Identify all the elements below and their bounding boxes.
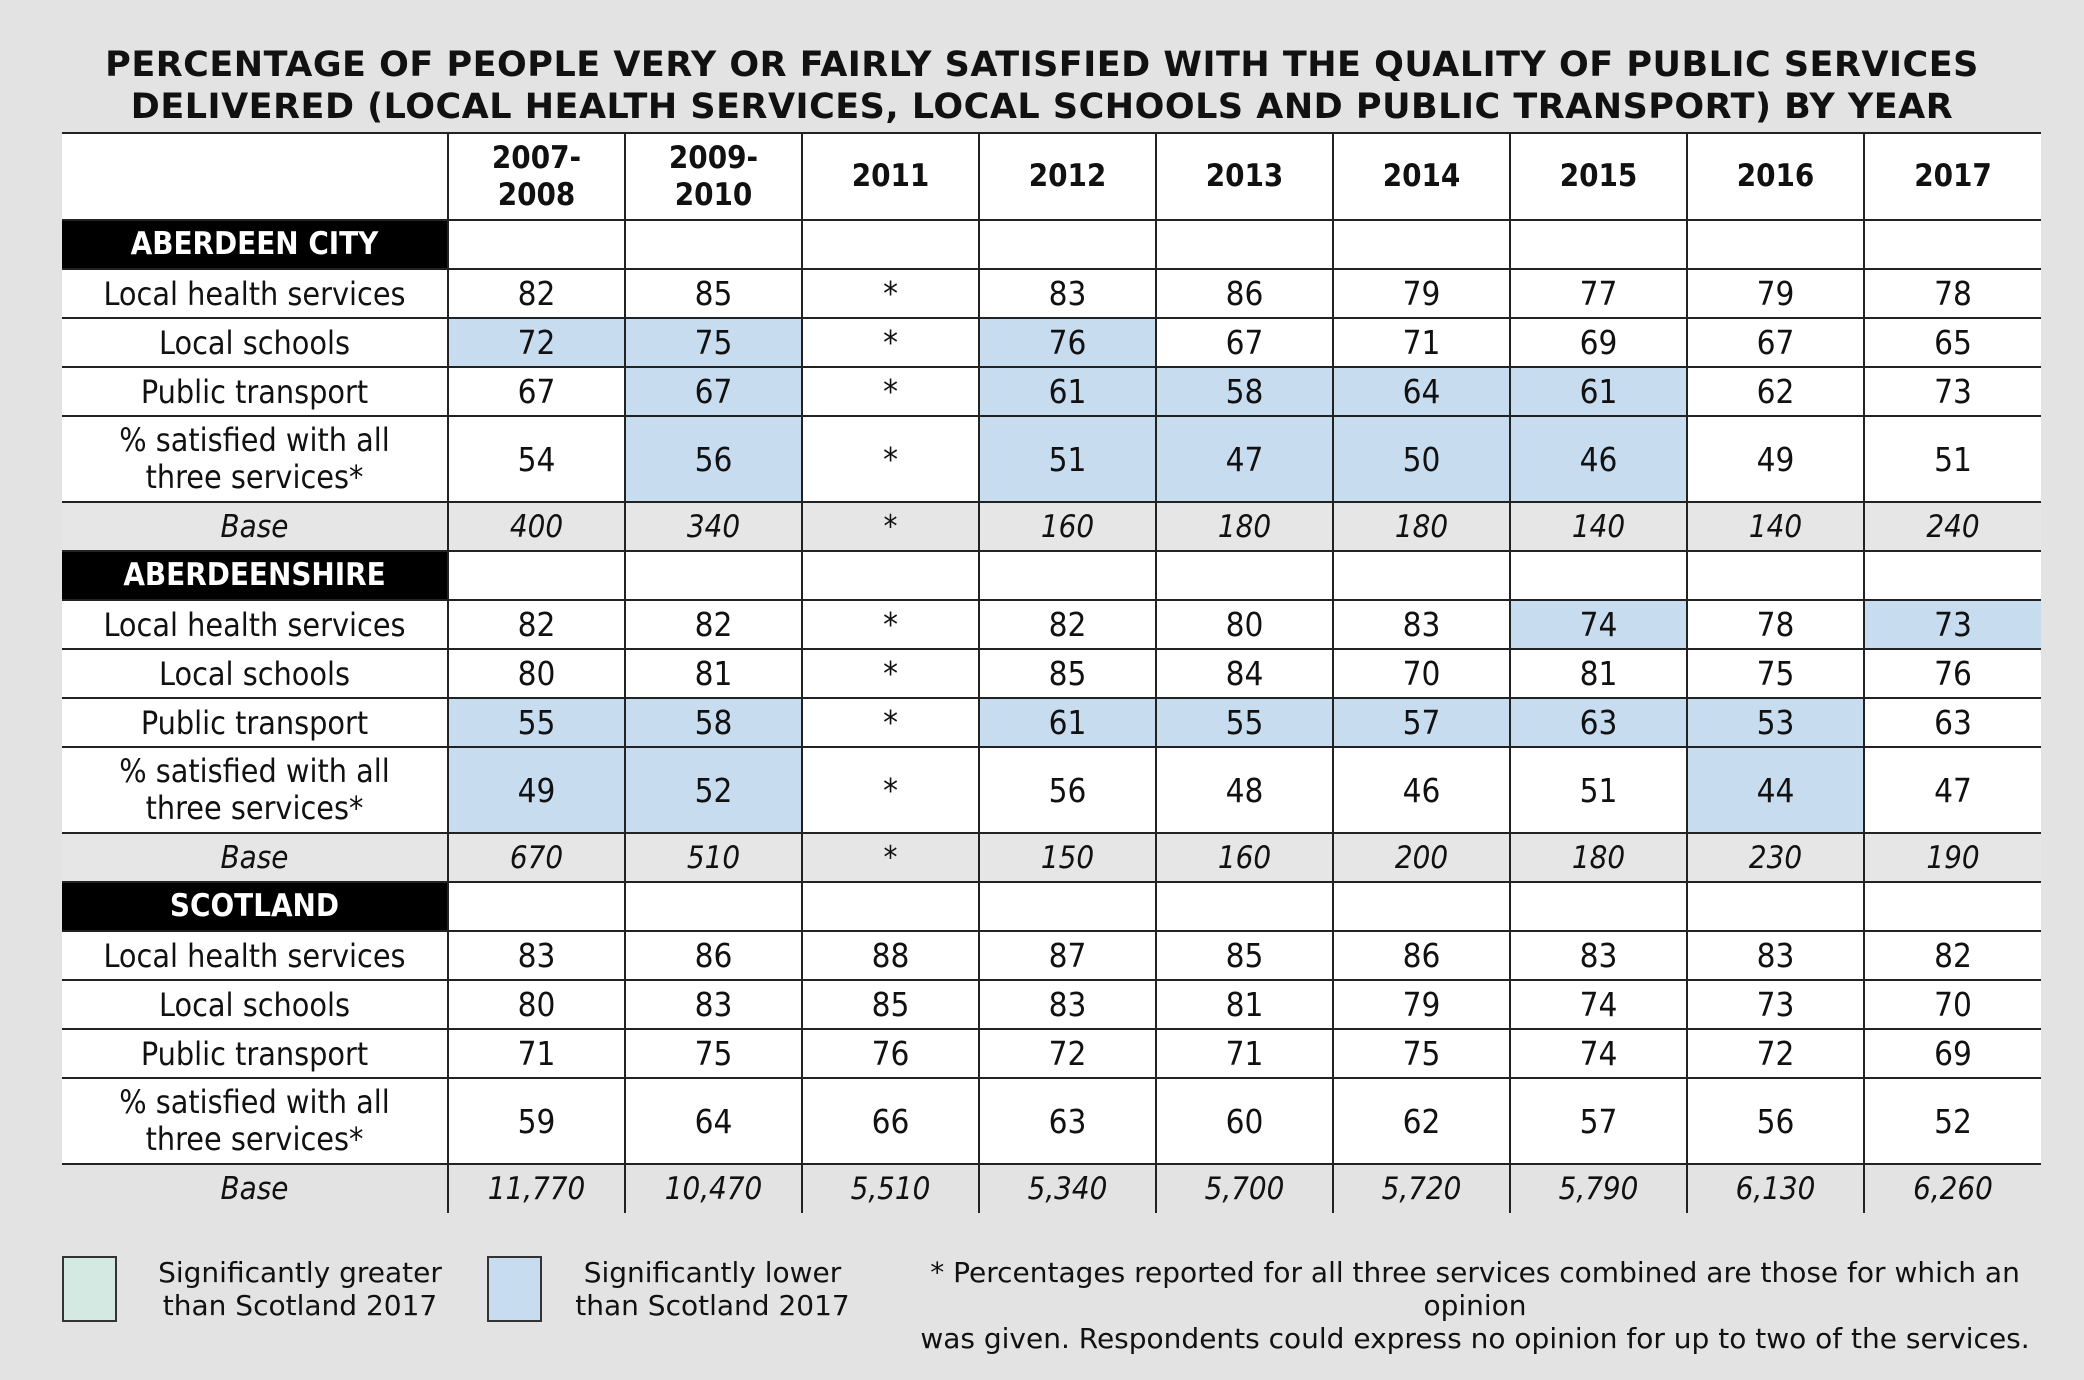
empty-cell [448, 882, 625, 931]
table-cell: 76 [1864, 649, 2041, 698]
empty-cell [1333, 220, 1510, 269]
footnote [900, 1256, 2050, 1355]
empty-cell [1687, 882, 1864, 931]
empty-cell [1864, 882, 2041, 931]
empty-cell [625, 551, 802, 600]
table-cell: 67 [448, 367, 625, 416]
base-cell: 140 [1510, 502, 1687, 551]
table-cell: * [802, 269, 979, 318]
row-label: Local health services [62, 269, 448, 318]
table-cell: 85 [1156, 931, 1333, 980]
header-row [62, 133, 2041, 220]
empty-cell [1864, 220, 2041, 269]
empty-cell [1510, 882, 1687, 931]
table-cell: 72 [979, 1029, 1156, 1078]
base-cell: 180 [1510, 833, 1687, 882]
row-label: Local health services [62, 600, 448, 649]
section-row [62, 551, 2041, 600]
base-cell: 180 [1333, 502, 1510, 551]
row-label: % satisfied with all three services* [62, 416, 448, 502]
column-header: 2012 [979, 133, 1156, 220]
table-cell: 63 [1864, 698, 2041, 747]
column-header: 2007- 2008 [448, 133, 625, 220]
table-cell: 69 [1864, 1029, 2041, 1078]
column-header: 2017 [1864, 133, 2041, 220]
base-cell: * [802, 502, 979, 551]
table-row [62, 698, 2041, 747]
empty-cell [802, 220, 979, 269]
empty-cell [802, 551, 979, 600]
base-cell: 150 [979, 833, 1156, 882]
table-cell: 75 [625, 1029, 802, 1078]
table-cell: 56 [979, 747, 1156, 833]
table-cell: 78 [1864, 269, 2041, 318]
table-cell: 70 [1333, 649, 1510, 698]
table-cell: 82 [979, 600, 1156, 649]
table-cell: 76 [802, 1029, 979, 1078]
table-cell: 85 [625, 269, 802, 318]
column-header: 2009- 2010 [625, 133, 802, 220]
table-cell: 81 [1510, 649, 1687, 698]
base-cell: 340 [625, 502, 802, 551]
table-cell: 56 [625, 416, 802, 502]
table-cell: 77 [1510, 269, 1687, 318]
table-cell: 66 [802, 1078, 979, 1164]
table-cell: 67 [625, 367, 802, 416]
table-cell: 87 [979, 931, 1156, 980]
table-cell: * [802, 600, 979, 649]
base-cell: 5,790 [1510, 1164, 1687, 1213]
table-cell: 84 [1156, 649, 1333, 698]
base-cell: 230 [1687, 833, 1864, 882]
base-cell: 160 [979, 502, 1156, 551]
table-cell: 75 [1687, 649, 1864, 698]
footnote-line2: was given. Respondents could express no opinion for up to two of the services. [920, 1322, 2030, 1355]
table-cell: 83 [1687, 931, 1864, 980]
table-cell: 73 [1687, 980, 1864, 1029]
table-cell: * [802, 416, 979, 502]
table-cell: 72 [448, 318, 625, 367]
table-cell: 74 [1510, 980, 1687, 1029]
table-cell: 88 [802, 931, 979, 980]
footnote-line1: * Percentages reported for all three services combined are those for which an opinion [930, 1256, 2020, 1322]
table-row [62, 416, 2041, 502]
base-row [62, 1164, 2041, 1213]
section-row [62, 882, 2041, 931]
table-cell: 76 [979, 318, 1156, 367]
row-label: Public transport [62, 367, 448, 416]
section-label: ABERDEEN CITY [62, 221, 447, 268]
base-label: Base [62, 833, 448, 882]
base-cell: 6,260 [1864, 1164, 2041, 1213]
table-row [62, 747, 2041, 833]
table-cell: 83 [979, 269, 1156, 318]
table-cell: 83 [625, 980, 802, 1029]
base-label: Base [62, 502, 448, 551]
base-cell: 6,130 [1687, 1164, 1864, 1213]
row-label: % satisfied with all three services* [62, 747, 448, 833]
empty-cell [1510, 551, 1687, 600]
table-cell: 86 [1156, 269, 1333, 318]
table-cell: 51 [1864, 416, 2041, 502]
table-cell: 82 [625, 600, 802, 649]
table-cell: 65 [1864, 318, 2041, 367]
table-row [62, 367, 2041, 416]
table-cell: 73 [1864, 367, 2041, 416]
table-cell: 49 [1687, 416, 1864, 502]
empty-cell [979, 882, 1156, 931]
column-header: 2015 [1510, 133, 1687, 220]
empty-cell [448, 220, 625, 269]
table-cell: 55 [1156, 698, 1333, 747]
table-cell: 59 [448, 1078, 625, 1164]
table-cell: 61 [979, 367, 1156, 416]
legend-label-higher: Significantly greater than Scotland 2017 [158, 1256, 442, 1322]
table-cell: 46 [1510, 416, 1687, 502]
table-cell: 78 [1687, 600, 1864, 649]
section-label-cell [62, 220, 448, 269]
empty-cell [625, 220, 802, 269]
column-header: 2011 [802, 133, 979, 220]
table-cell: 54 [448, 416, 625, 502]
table-row [62, 318, 2041, 367]
table-cell: 71 [1156, 1029, 1333, 1078]
table-cell: 51 [979, 416, 1156, 502]
table-cell: 51 [1510, 747, 1687, 833]
base-cell: 400 [448, 502, 625, 551]
table-cell: 47 [1156, 416, 1333, 502]
base-cell: 190 [1864, 833, 2041, 882]
base-cell: 5,340 [979, 1164, 1156, 1213]
table-row [62, 269, 2041, 318]
table-cell: 60 [1156, 1078, 1333, 1164]
base-cell: 5,700 [1156, 1164, 1333, 1213]
empty-cell [1156, 220, 1333, 269]
base-cell: 11,770 [448, 1164, 625, 1213]
table-cell: 81 [1156, 980, 1333, 1029]
table-cell: 64 [1333, 367, 1510, 416]
table-cell: 57 [1333, 698, 1510, 747]
table-row [62, 600, 2041, 649]
table-row [62, 980, 2041, 1029]
table-cell: 56 [1687, 1078, 1864, 1164]
empty-cell [979, 220, 1156, 269]
empty-cell [1333, 551, 1510, 600]
table-cell: * [802, 747, 979, 833]
base-cell: 670 [448, 833, 625, 882]
base-row [62, 833, 2041, 882]
table-cell: 67 [1687, 318, 1864, 367]
base-cell: 5,510 [802, 1164, 979, 1213]
table-cell: 53 [1687, 698, 1864, 747]
table-cell: 86 [1333, 931, 1510, 980]
empty-cell [1864, 551, 2041, 600]
base-cell: 180 [1156, 502, 1333, 551]
table-cell: 46 [1333, 747, 1510, 833]
base-cell: 510 [625, 833, 802, 882]
table-cell: 74 [1510, 1029, 1687, 1078]
table-cell: 52 [1864, 1078, 2041, 1164]
table-cell: 83 [448, 931, 625, 980]
row-label: Local schools [62, 980, 448, 1029]
table-cell: 67 [1156, 318, 1333, 367]
section-label-cell [62, 551, 448, 600]
column-header: 2016 [1687, 133, 1864, 220]
table-cell: * [802, 367, 979, 416]
table-cell: 79 [1687, 269, 1864, 318]
table-cell: 58 [1156, 367, 1333, 416]
section-label: SCOTLAND [62, 883, 447, 930]
table-cell: 62 [1333, 1078, 1510, 1164]
row-label: Local schools [62, 318, 448, 367]
base-cell: 5,720 [1333, 1164, 1510, 1213]
table-cell: 64 [625, 1078, 802, 1164]
table-cell: 80 [448, 980, 625, 1029]
table-cell: 81 [625, 649, 802, 698]
row-label: % satisfied with all three services* [62, 1078, 448, 1164]
table-cell: 63 [979, 1078, 1156, 1164]
table-cell: 85 [802, 980, 979, 1029]
base-cell: * [802, 833, 979, 882]
table-cell: 74 [1510, 600, 1687, 649]
base-cell: 200 [1333, 833, 1510, 882]
column-header: 2013 [1156, 133, 1333, 220]
table-cell: 82 [1864, 931, 2041, 980]
satisfaction-table [62, 132, 2041, 1213]
chart-title-line2: DELIVERED (LOCAL HEALTH SERVICES, LOCAL SCHOOLS AND PUBLIC TRANSPORT) BY YEAR [130, 87, 1954, 127]
empty-cell [1687, 220, 1864, 269]
table-cell: 80 [1156, 600, 1333, 649]
table-cell: 47 [1864, 747, 2041, 833]
table-cell: 52 [625, 747, 802, 833]
table-cell: 48 [1156, 747, 1333, 833]
table-cell: 75 [625, 318, 802, 367]
table-cell: 61 [1510, 367, 1687, 416]
column-header: 2014 [1333, 133, 1510, 220]
table-cell: 44 [1687, 747, 1864, 833]
row-label: Local health services [62, 931, 448, 980]
legend-label-lower: Significantly lower than Scotland 2017 [575, 1256, 850, 1322]
chart-title [0, 44, 2084, 128]
row-label: Public transport [62, 698, 448, 747]
table-cell: 49 [448, 747, 625, 833]
table-row [62, 931, 2041, 980]
table-cell: 75 [1333, 1029, 1510, 1078]
table-cell: 55 [448, 698, 625, 747]
empty-cell [979, 551, 1156, 600]
table-cell: 73 [1864, 600, 2041, 649]
empty-cell [1510, 220, 1687, 269]
table-cell: 79 [1333, 980, 1510, 1029]
legend-swatch-higher [62, 1256, 117, 1322]
base-cell: 240 [1864, 502, 2041, 551]
base-label: Base [62, 1164, 448, 1213]
table-cell: 57 [1510, 1078, 1687, 1164]
table-cell: 61 [979, 698, 1156, 747]
table-cell: * [802, 318, 979, 367]
table-cell: 62 [1687, 367, 1864, 416]
base-row [62, 502, 2041, 551]
table-cell: * [802, 698, 979, 747]
empty-cell [802, 882, 979, 931]
row-label: Local schools [62, 649, 448, 698]
table-cell: 83 [979, 980, 1156, 1029]
section-label-cell [62, 882, 448, 931]
table-cell: 85 [979, 649, 1156, 698]
header-corner [62, 133, 448, 220]
empty-cell [1687, 551, 1864, 600]
table-cell: * [802, 649, 979, 698]
table-row [62, 649, 2041, 698]
table-cell: 71 [448, 1029, 625, 1078]
empty-cell [625, 882, 802, 931]
section-row [62, 220, 2041, 269]
table-cell: 69 [1510, 318, 1687, 367]
base-cell: 10,470 [625, 1164, 802, 1213]
base-cell: 160 [1156, 833, 1333, 882]
empty-cell [1333, 882, 1510, 931]
chart-title-line1: PERCENTAGE OF PEOPLE VERY OR FAIRLY SATISFIED WITH THE QUALITY OF PUBLIC SERVICES [105, 45, 1979, 85]
table-cell: 80 [448, 649, 625, 698]
table-cell: 71 [1333, 318, 1510, 367]
table-cell: 58 [625, 698, 802, 747]
legend-swatch-lower [487, 1256, 542, 1322]
table-cell: 79 [1333, 269, 1510, 318]
empty-cell [1156, 882, 1333, 931]
table-row [62, 1078, 2041, 1164]
table-cell: 83 [1510, 931, 1687, 980]
table-cell: 82 [448, 600, 625, 649]
table-cell: 72 [1687, 1029, 1864, 1078]
table-cell: 63 [1510, 698, 1687, 747]
empty-cell [448, 551, 625, 600]
table-cell: 83 [1333, 600, 1510, 649]
row-label: Public transport [62, 1029, 448, 1078]
table-cell: 70 [1864, 980, 2041, 1029]
base-cell: 140 [1687, 502, 1864, 551]
section-label: ABERDEENSHIRE [62, 552, 447, 599]
table-cell: 82 [448, 269, 625, 318]
empty-cell [1156, 551, 1333, 600]
table-row [62, 1029, 2041, 1078]
table-cell: 86 [625, 931, 802, 980]
table-cell: 50 [1333, 416, 1510, 502]
